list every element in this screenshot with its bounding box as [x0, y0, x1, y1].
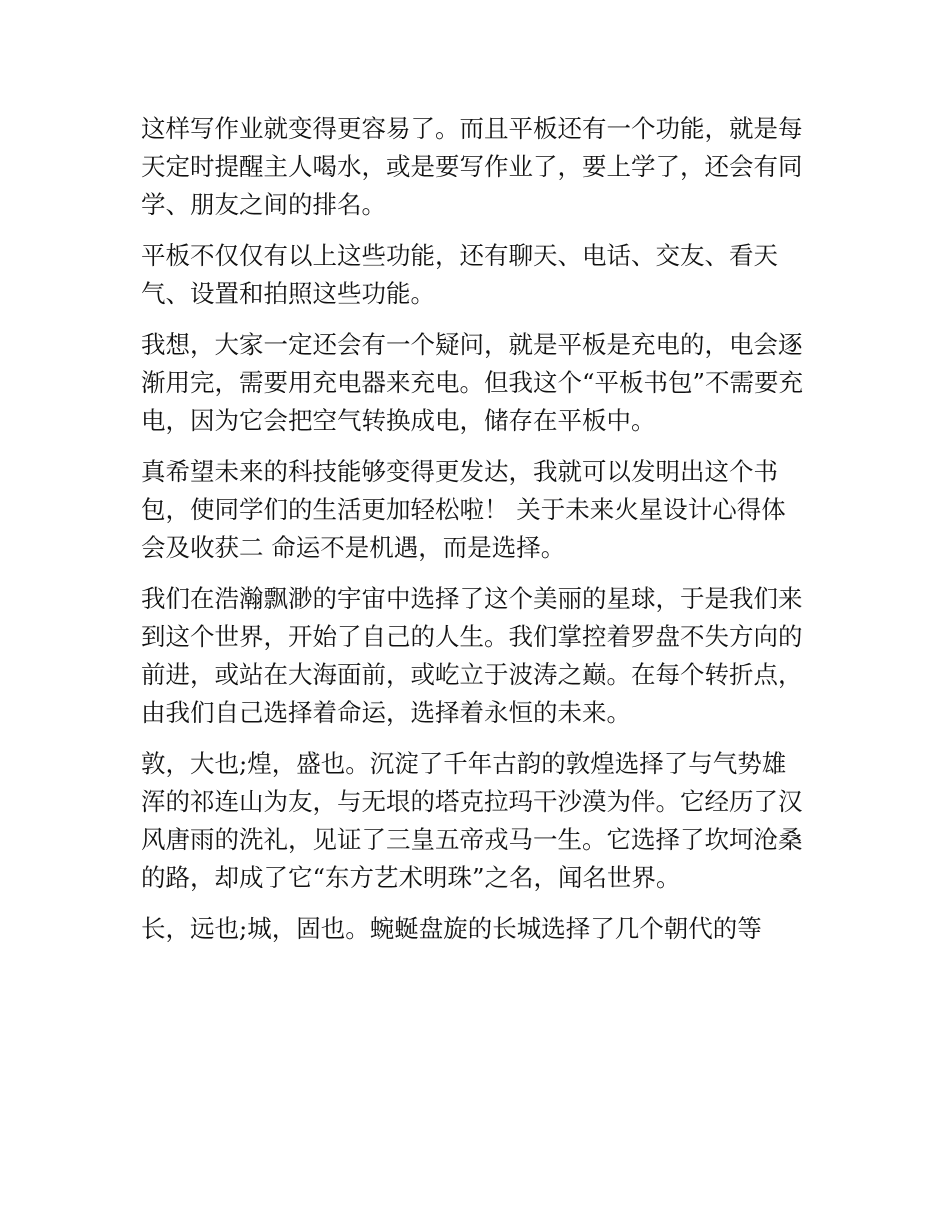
text-line: 敦，大也;煌，盛也。沉淀了千年古韵的敦煌选择了与气势雄 — [141, 749, 787, 778]
text-line: 的路，却成了它“东方艺术明珠”之名，闻名世界。 — [141, 863, 681, 892]
paragraph — [141, 326, 821, 440]
text-line: 气、设置和拍照这些功能。 — [141, 279, 435, 308]
paragraph — [141, 453, 821, 567]
document-body — [141, 110, 821, 948]
text-line: 渐用完，需要用充电器来充电。但我这个“平板书包”不需要充 — [141, 368, 804, 397]
text-line: 电，因为它会把空气转换成电，储存在平板中。 — [141, 406, 656, 435]
text-line: 我们在浩瀚飘渺的宇宙中选择了这个美丽的星球，于是我们来 — [141, 584, 803, 613]
text-line: 长，远也;城，固也。蜿蜒盘旋的长城选择了几个朝代的等 — [141, 914, 762, 943]
text-line: 会及收获二 命运不是机遇，而是选择。 — [141, 533, 566, 562]
text-line: 包，使同学们的生活更加轻松啦！ 关于未来火星设计心得体 — [141, 495, 786, 524]
paragraph — [141, 580, 821, 732]
text-line: 天定时提醒主人喝水，或是要写作业了，要上学了，还会有同 — [141, 152, 803, 181]
text-line: 风唐雨的洗礼，见证了三皇五帝戎马一生。它选择了坎坷沧桑 — [141, 825, 803, 854]
paragraph — [141, 237, 821, 313]
text-line: 由我们自己选择着命运，选择着永恒的未来。 — [141, 698, 631, 727]
paragraph — [141, 110, 821, 224]
text-line: 浑的祁连山为友，与无垠的塔克拉玛干沙漠为伴。它经历了汉 — [141, 787, 803, 816]
text-line: 平板不仅仅有以上这些功能，还有聊天、电话、交友、看天 — [141, 241, 778, 270]
text-line: 这样写作业就变得更容易了。而且平板还有一个功能，就是每 — [141, 114, 803, 143]
text-line: 真希望未来的科技能够变得更发达，我就可以发明出这个书 — [141, 457, 778, 486]
text-line: 我想，大家一定还会有一个疑问，就是平板是充电的，电会逐 — [141, 330, 803, 359]
text-line: 到这个世界，开始了自己的人生。我们掌控着罗盘不失方向的 — [141, 622, 803, 651]
paragraph — [141, 745, 821, 897]
text-line: 前进，或站在大海面前，或屹立于波涛之巅。在每个转折点， — [141, 660, 803, 689]
text-line: 学、朋友之间的排名。 — [141, 190, 386, 219]
paragraph — [141, 910, 821, 948]
